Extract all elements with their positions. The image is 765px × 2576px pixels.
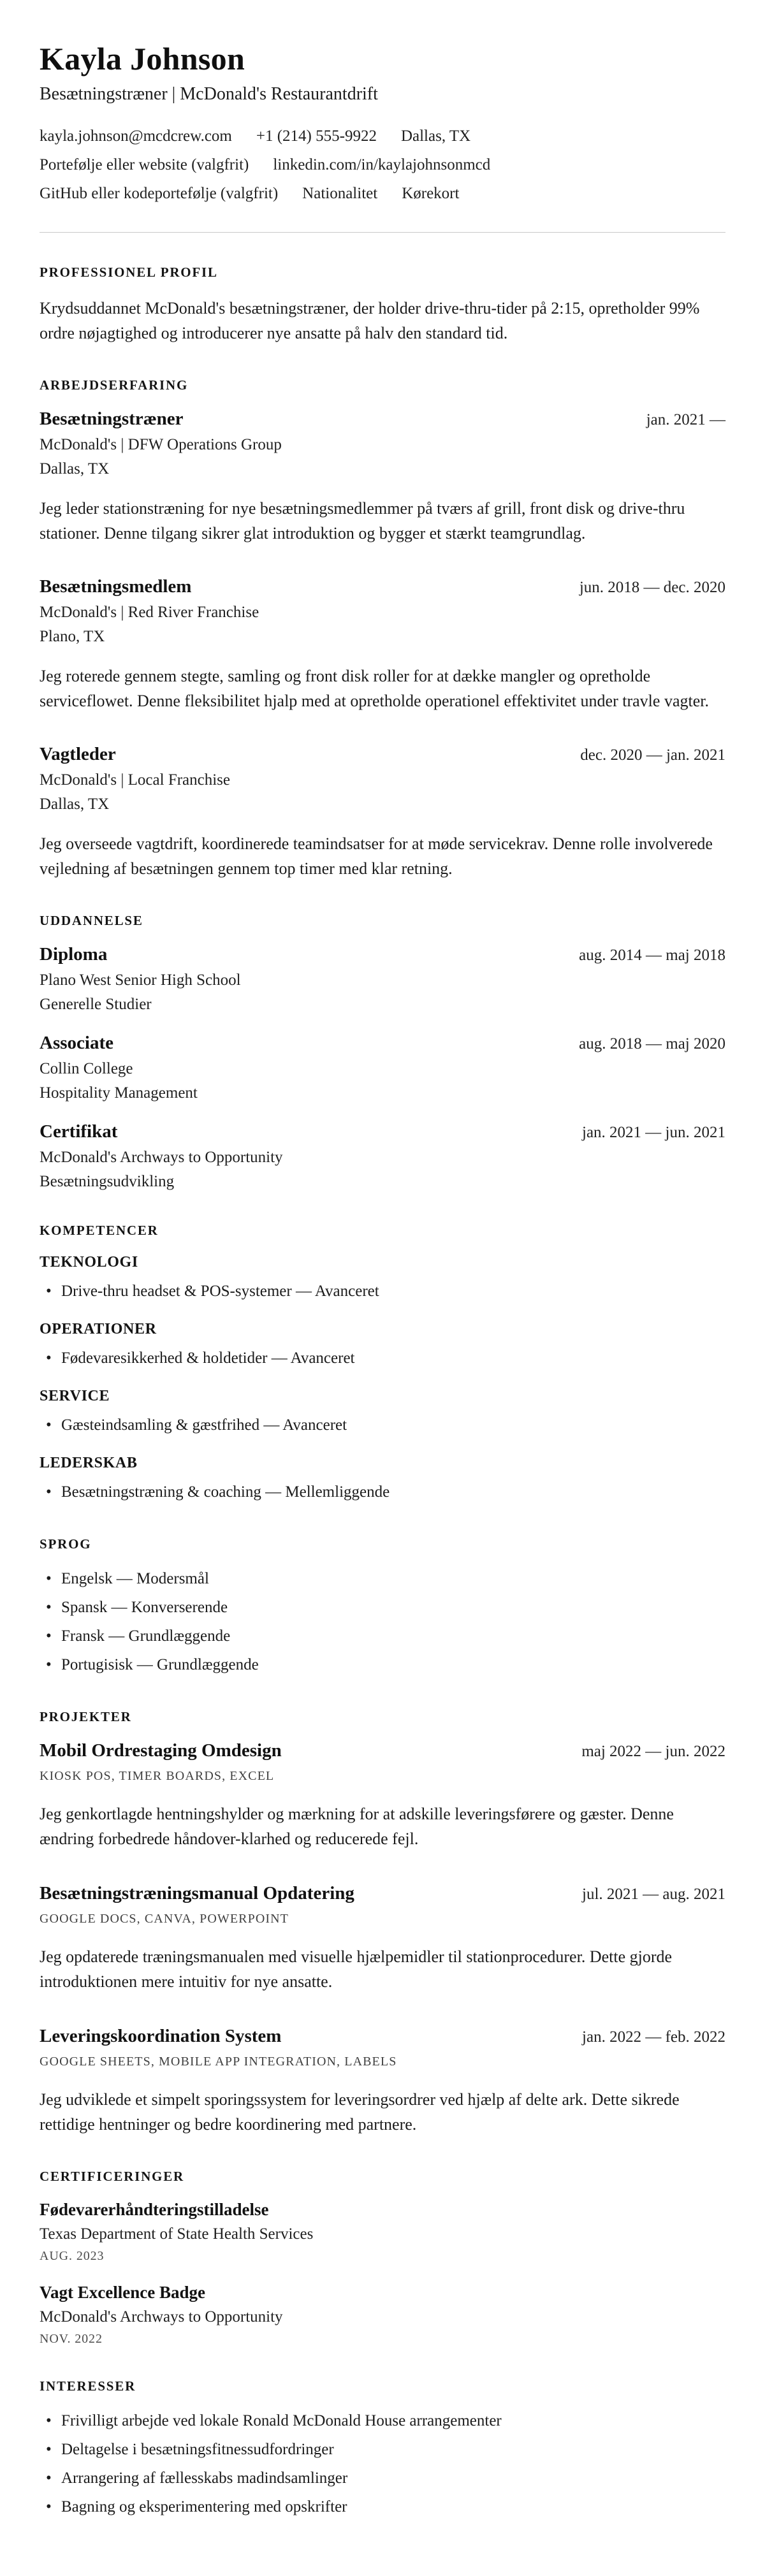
skill-group (40, 1388, 725, 1437)
website-placeholder-text: Portefølje eller website (valgfrit) (40, 156, 249, 173)
certification-name: Fødevarerhåndteringstilladelse (40, 2199, 269, 2219)
skill-list (40, 1347, 725, 1370)
project-dates: jan. 2022 — feb. 2022 (582, 2028, 725, 2046)
education-heading: UDDANNELSE (40, 912, 143, 928)
interest-item: • Arrangering af fællesskabs madindsamlinger (40, 2467, 725, 2490)
project-description: Jeg genkortlagde hentningshylder og mærkning for at adskille leveringsførere og gæster. Denne ændring forbedrede håndover-klarhed og reducerede fejl. (40, 1804, 674, 1848)
contact-row-links (40, 156, 725, 174)
section-skills (40, 1223, 725, 1504)
nationality-text: Nationalitet (302, 184, 378, 202)
linkedin-text: linkedin.com/in/kaylajohnsonmcd (273, 156, 491, 173)
job-location: Dallas, TX (40, 460, 110, 477)
interest-list (40, 2410, 725, 2519)
skill-group (40, 1455, 725, 1504)
job-dates: jun. 2018 — dec. 2020 (579, 578, 725, 596)
education-entry-head (40, 1033, 725, 1054)
education-field: Hospitality Management (40, 1084, 198, 1102)
section-certifications (40, 2169, 725, 2347)
job-description: Jeg roterede gennem stegte, samling og front disk roller for at dække mangler og opretholde serviceflowet. Denne fleksibilitet hjalp med at opretholde operationel effektivitet under travle vagter. (40, 666, 709, 710)
section-projects (40, 1709, 725, 2137)
contact-block (40, 127, 725, 203)
education-entry-head (40, 1121, 725, 1142)
certification-entry (40, 2283, 725, 2347)
project-dates: jul. 2021 — aug. 2021 (582, 1885, 725, 1903)
job-dates: jan. 2021 — (646, 411, 725, 428)
project-title: Leveringskoordination System (40, 2025, 282, 2046)
job-title: Besætningsmedlem (40, 576, 192, 597)
skill-category: SERVICE (40, 1388, 110, 1404)
certification-date: AUG. 2023 (40, 2248, 105, 2263)
skills-heading: KOMPETENCER (40, 1222, 159, 1238)
education-degree: Certifikat (40, 1121, 118, 1142)
certification-issuer: McDonald's Archways to Opportunity (40, 2308, 283, 2325)
job-entry (40, 409, 725, 546)
education-degree: Diploma (40, 943, 108, 964)
phone-text: +1 (214) 555-9922 (256, 127, 377, 145)
project-description: Jeg udviklede et simpelt sporingssystem for leveringsordrer ved hjælp af delte ark. Dette sikrede rettidige hentninger og bedre koordinering med partnere. (40, 2090, 680, 2134)
job-entry-head (40, 576, 725, 597)
skill-category: LEDERSKAB (40, 1455, 138, 1472)
education-school: Collin College (40, 1059, 133, 1077)
project-dates: maj 2022 — jun. 2022 (581, 1742, 725, 1760)
education-dates: jan. 2021 — jun. 2021 (582, 1123, 725, 1141)
project-description: Jeg opdaterede træningsmanualen med visuelle hjælpemidler til stationprocedurer. Dette gjorde introduktionen mere intuitiv for nye ansatte. (40, 1947, 673, 1991)
project-entry (40, 1740, 725, 1851)
candidate-name: Kayla Johnson (40, 41, 245, 76)
job-title: Vagtleder (40, 743, 116, 764)
skill-list (40, 1414, 725, 1437)
skill-item: • Gæsteindsamling & gæstfrihed — Avanceret (40, 1414, 725, 1437)
contact-row-primary (40, 127, 725, 145)
projects-heading: PROJEKTER (40, 1708, 132, 1724)
education-dates: aug. 2018 — maj 2020 (579, 1035, 725, 1052)
job-company: McDonald's | Local Franchise (40, 771, 231, 789)
certification-date: NOV. 2022 (40, 2331, 103, 2346)
language-item: • Spansk — Konverserende (40, 1596, 725, 1619)
resume-header (40, 41, 725, 203)
job-company: McDonald's | DFW Operations Group (40, 435, 282, 453)
language-item: • Engelsk — Modersmål (40, 1568, 725, 1590)
header-divider (40, 232, 725, 233)
section-interests (40, 2378, 725, 2519)
language-item: • Portugisisk — Grundlæggende (40, 1654, 725, 1677)
languages-heading: SPROG (40, 1536, 92, 1552)
section-languages (40, 1536, 725, 1677)
skill-group (40, 1254, 725, 1303)
skill-category: TEKNOLOGI (40, 1253, 138, 1270)
job-location: Plano, TX (40, 627, 105, 645)
job-entry (40, 744, 725, 881)
education-entry (40, 1033, 725, 1102)
project-tools: KIOSK POS, TIMER BOARDS, EXCEL (40, 1768, 275, 1783)
candidate-title: Besætningstræner | McDonald's Restaurantdrift (40, 84, 378, 104)
job-entry-head (40, 744, 725, 765)
project-entry-head (40, 2026, 725, 2047)
profile-heading: PROFESSIONEL PROFIL (40, 264, 218, 280)
project-title: Besætningstræningsmanual Opdatering (40, 1882, 354, 1903)
project-entry-head (40, 1883, 725, 1904)
experience-heading: ARBEJDSERFARING (40, 377, 189, 393)
education-field: Besætningsudvikling (40, 1172, 175, 1190)
skill-item: • Fødevaresikkerhed & holdetider — Avanceret (40, 1347, 725, 1370)
job-entry (40, 576, 725, 713)
project-entry-head (40, 1740, 725, 1761)
job-company: McDonald's | Red River Franchise (40, 603, 259, 621)
interest-item: • Deltagelse i besætningsfitnessudfordringer (40, 2438, 725, 2461)
education-entry (40, 944, 725, 1014)
skill-item: • Besætningstræning & coaching — Mellemliggende (40, 1481, 725, 1504)
contact-row-extra (40, 185, 725, 203)
interest-item: • Frivilligt arbejde ved lokale Ronald McDonald House arrangementer (40, 2410, 725, 2433)
education-degree: Associate (40, 1032, 113, 1053)
job-description: Jeg leder stationstræning for nye besætningsmedlemmer på tværs af grill, front disk og drive-thru stationer. Denne tilgang sikrer glat introduktion og bygger et stærkt teamgrundlag. (40, 498, 685, 542)
education-school: Plano West Senior High School (40, 971, 241, 989)
certification-entry (40, 2200, 725, 2264)
job-title: Besætningstræner (40, 408, 184, 429)
location-text: Dallas, TX (400, 127, 471, 145)
education-school: McDonald's Archways to Opportunity (40, 1148, 283, 1166)
language-list (40, 1568, 725, 1677)
education-dates: aug. 2014 — maj 2018 (579, 946, 725, 964)
project-tools: GOOGLE DOCS, CANVA, POWERPOINT (40, 1911, 289, 1926)
education-entry-head (40, 944, 725, 965)
certifications-heading: CERTIFICERINGER (40, 2168, 184, 2184)
drivers-license-text: Kørekort (402, 184, 460, 202)
job-dates: dec. 2020 — jan. 2021 (580, 746, 725, 764)
language-item: • Fransk — Grundlæggende (40, 1625, 725, 1648)
github-placeholder-text: GitHub eller kodeportefølje (valgfrit) (40, 184, 279, 202)
project-entry (40, 2026, 725, 2137)
certification-issuer: Texas Department of State Health Services (40, 2225, 314, 2243)
interests-heading: INTERESSER (40, 2378, 136, 2394)
profile-text: Krydsuddannet McDonald's besætningstræner, der holder drive-thru-tider på 2:15, opretholder 99% ordre nøjagtighed og introducerer nye ansatte på halv den standard tid. (40, 298, 700, 342)
project-entry (40, 1883, 725, 1994)
education-field: Generelle Studier (40, 995, 152, 1013)
education-entry (40, 1121, 725, 1191)
project-tools: GOOGLE SHEETS, MOBILE APP INTEGRATION, LABELS (40, 2054, 397, 2069)
section-education (40, 913, 725, 1191)
skill-list (40, 1280, 725, 1303)
skill-category: OPERATIONER (40, 1320, 157, 1337)
certification-name: Vagt Excellence Badge (40, 2282, 205, 2302)
project-title: Mobil Ordrestaging Omdesign (40, 1740, 282, 1761)
section-experience (40, 377, 725, 881)
job-entry-head (40, 409, 725, 430)
job-location: Dallas, TX (40, 795, 110, 813)
skill-list (40, 1481, 725, 1504)
skill-group (40, 1321, 725, 1370)
section-profile (40, 265, 725, 346)
job-description: Jeg overseede vagtdrift, koordinerede teamindsatser for at møde servicekrav. Denne rolle involverede vejledning af besætningen gennem top timer med klar retning. (40, 834, 713, 878)
skill-item: • Drive-thru headset & POS-systemer — Avanceret (40, 1280, 725, 1303)
interest-item: • Bagning og eksperimentering med opskrifter (40, 2496, 725, 2519)
email-text: kayla.johnson@mcdcrew.com (40, 127, 232, 145)
